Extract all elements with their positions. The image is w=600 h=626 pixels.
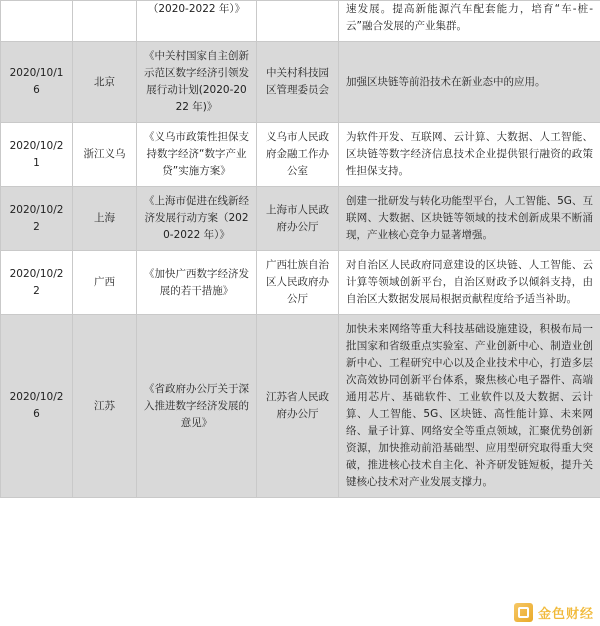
golden-finance-logo-icon bbox=[514, 603, 533, 622]
cell-region: 北京 bbox=[73, 42, 137, 123]
cell-title: 《省政府办公厅关于深入推进数字经济发展的意见》 bbox=[137, 315, 257, 498]
cell-title: 《上海市促进在线新经济发展行动方案（2020-2022 年）》 bbox=[137, 187, 257, 251]
cell-org: 上海市人民政府办公厅 bbox=[257, 187, 339, 251]
watermark bbox=[514, 603, 594, 622]
cell-detail: 创建一批研发与转化功能型平台，人工智能、5G、互联网、大数据、区块链等领域的技术创新成果不断涌现，产业核心竞争力显著增强。 bbox=[339, 187, 600, 251]
cell-title: 《加快广西数字经济发展的若干措施》 bbox=[137, 251, 257, 315]
cell-org: 义乌市人民政府金融工作办公室 bbox=[257, 123, 339, 187]
table-row bbox=[1, 315, 600, 498]
cell-detail: 对自治区人民政府同意建设的区块链、人工智能、云计算等领域创新平台，自治区财政予以倾斜支持，由自治区大数据发展局根据贡献程度给予适当补助。 bbox=[339, 251, 600, 315]
cell-region: 江苏 bbox=[73, 315, 137, 498]
cell-title: 《中关村国家自主创新示范区数字经济引领发展行动计划(2020-2022 年)》 bbox=[137, 42, 257, 123]
cell-region bbox=[73, 1, 137, 42]
cell-detail: 为软件开发、互联网、云计算、大数据、人工智能、区块链等数字经济信息技术企业提供银行融资的政策性担保支持。 bbox=[339, 123, 600, 187]
table-row bbox=[1, 123, 600, 187]
cell-date bbox=[1, 1, 73, 42]
table-row bbox=[1, 251, 600, 315]
cell-date: 2020/10/22 bbox=[1, 187, 73, 251]
cell-org bbox=[257, 1, 339, 42]
cell-title: （2020-2022 年）》 bbox=[137, 1, 257, 42]
cell-title: 《义乌市政策性担保支持数字经济“数字产业贷”实施方案》 bbox=[137, 123, 257, 187]
cell-org: 广西壮族自治区人民政府办公厅 bbox=[257, 251, 339, 315]
cell-date: 2020/10/21 bbox=[1, 123, 73, 187]
cell-org: 江苏省人民政府办公厅 bbox=[257, 315, 339, 498]
cell-date: 2020/10/22 bbox=[1, 251, 73, 315]
table-row bbox=[1, 1, 600, 42]
cell-org: 中关村科技园区管理委员会 bbox=[257, 42, 339, 123]
cell-date: 2020/10/16 bbox=[1, 42, 73, 123]
table-body bbox=[1, 1, 600, 498]
cell-date: 2020/10/26 bbox=[1, 315, 73, 498]
cell-region: 上海 bbox=[73, 187, 137, 251]
cell-detail: 加强区块链等前沿技术在新业态中的应用。 bbox=[339, 42, 600, 123]
table-row bbox=[1, 187, 600, 251]
cell-detail: 速发展。提高新能源汽车配套能力，培育“车-桩-云”融合发展的产业集群。 bbox=[339, 1, 600, 42]
cell-region: 广西 bbox=[73, 251, 137, 315]
watermark-label: 金色财经 bbox=[537, 607, 594, 622]
cell-region: 浙江义乌 bbox=[73, 123, 137, 187]
cell-detail: 加快未来网络等重大科技基础设施建设，积极布局一批国家和省级重点实验室、产业创新中心、制造业创新中心、工程研究中心以及企业技术中心，打造多层次高效协同创新平台体系，聚焦核心电子器件、高端通用芯片、基础软件、工业软件以及大数据、云计算、人工智能、5G、区块链、高性能计算、未来网络、量子计算、网络安全等重点领域，汇聚优势创新资源，加快推动前沿基础型、应用型研究取得重大突破，推进核心技术自主化、补齐研发链短板，提升关键核心技术对产业发展支撑力。 bbox=[339, 315, 600, 498]
table-row bbox=[1, 42, 600, 123]
